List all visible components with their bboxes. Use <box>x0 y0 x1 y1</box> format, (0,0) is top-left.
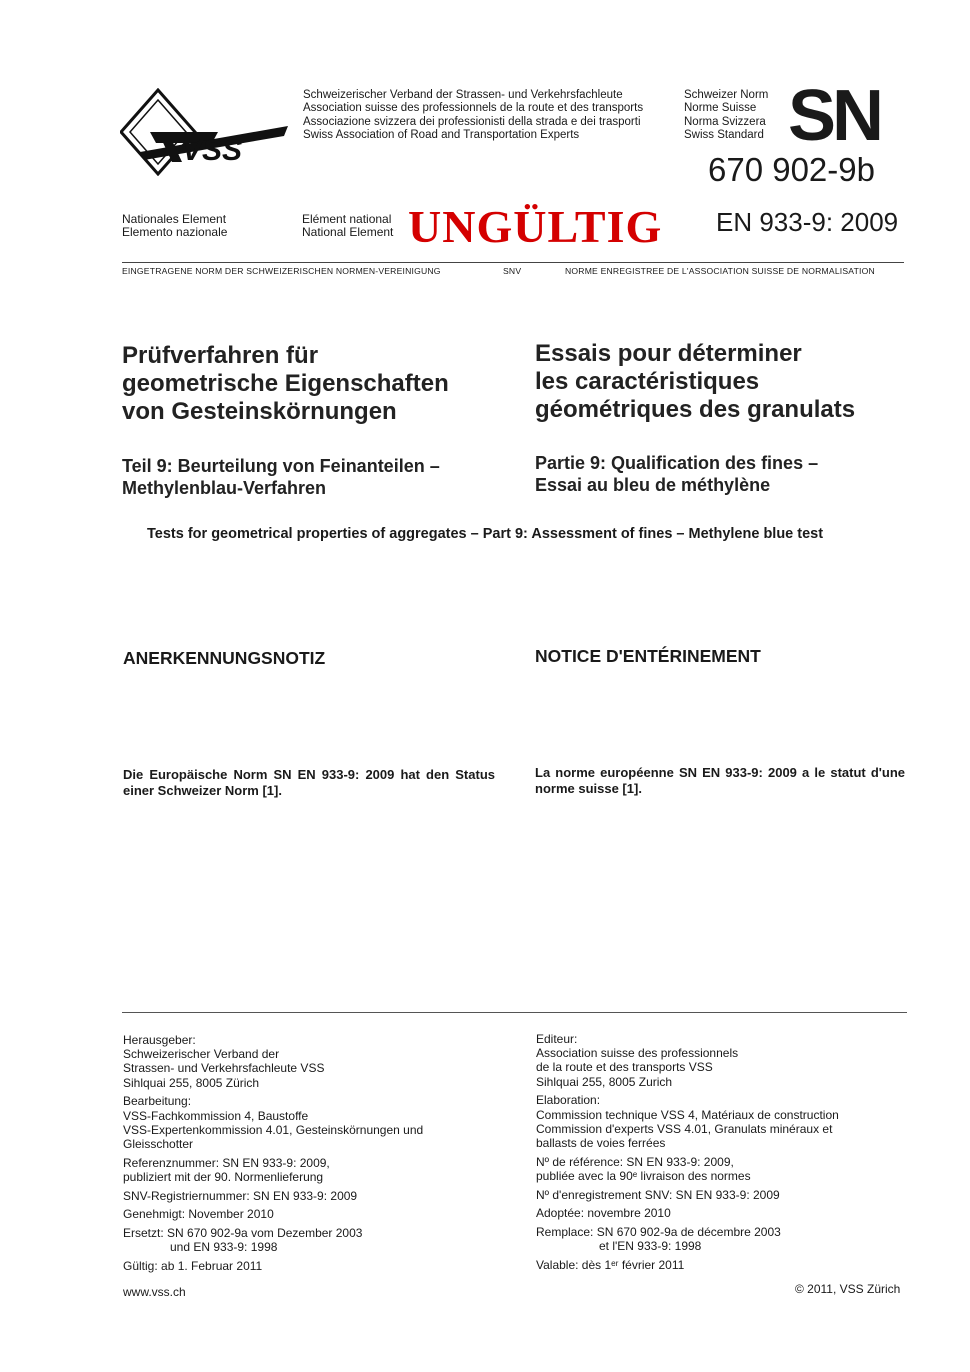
invalid-stamp: UNGÜLTIG <box>408 201 663 252</box>
imprint-reference <box>123 1156 503 1184</box>
imprint-line: ballasts de voies ferrées <box>536 1135 666 1150</box>
imprint-reference <box>536 1155 916 1183</box>
registration-left: EINGETRAGENE NORM DER SCHWEIZERISCHEN NORMEN-VEREINIGUNG <box>122 266 441 276</box>
imprint-line: publiée avec la 90ᵉ livraison des normes <box>536 1168 751 1183</box>
vss-logo <box>120 88 290 176</box>
imprint-line: Sihlquai 255, 8005 Zurich <box>536 1074 673 1089</box>
imprint-line: Ersetzt: SN 670 902-9a vom Dezember 2003 <box>123 1225 363 1240</box>
imprint-line: SNV-Registriernummer: SN EN 933-9: 2009 <box>123 1188 358 1203</box>
title-line: von Gesteinskörnungen <box>122 398 397 425</box>
imprint-valid <box>536 1258 916 1272</box>
imprint-replaces <box>123 1226 503 1254</box>
imprint-line: publiziert mit der 90. Normenlieferung <box>123 1169 324 1184</box>
imprint-line: Genehmigt: November 2010 <box>123 1207 274 1222</box>
imprint-line: Editeur: <box>536 1032 578 1046</box>
element-label: Elément national <box>302 212 392 226</box>
imprint-registration <box>123 1189 503 1203</box>
imprint-line: Referenznummer: SN EN 933-9: 2009, <box>123 1155 330 1170</box>
subtitle-line: Methylenblau-Verfahren <box>122 478 327 498</box>
footer-divider <box>122 1012 907 1013</box>
association-line-it: Associazione svizzera dei professionisti della strada e dei trasporti <box>303 115 641 128</box>
imprint-fr <box>536 1032 916 1277</box>
imprint-line: Herausgeber: <box>123 1033 196 1047</box>
imprint-line: Gleisschotter <box>123 1136 194 1151</box>
imprint-publisher <box>123 1033 503 1090</box>
element-label: National Element <box>302 225 394 240</box>
subtitle-line: Partie 9: Qualification des fines – <box>535 453 819 473</box>
national-element-de <box>122 213 227 240</box>
imprint-line: und EN 933-9: 1998 <box>170 1240 278 1255</box>
title-line: géométriques des granulats <box>535 396 856 423</box>
vss-logo-graphic <box>120 88 290 176</box>
association-line-fr: Association suisse des professionnels de la route et des transports <box>303 102 644 115</box>
imprint-line: Association suisse des professionnels <box>536 1046 739 1061</box>
imprint-line: Gültig: ab 1. Februar 2011 <box>123 1258 263 1273</box>
imprint-line: Elaboration: <box>536 1093 601 1108</box>
website-link[interactable]: www.vss.ch <box>123 1285 186 1299</box>
subtitle-line: Essai au bleu de méthylène <box>535 475 771 495</box>
imprint-line: Sihlquai 255, 8005 Zürich <box>123 1075 260 1090</box>
title-line: Prüfverfahren für <box>122 342 319 369</box>
element-label: Nationales Element <box>122 212 227 226</box>
sn-mark: SN <box>788 76 881 156</box>
imprint-line: Schweizerischer Verband der <box>123 1047 280 1062</box>
imprint-valid <box>123 1259 503 1273</box>
imprint-line: Remplace: SN 670 902-9a de décembre 2003 <box>536 1224 781 1239</box>
registration-right: NORME ENREGISTREE DE L'ASSOCIATION SUISSE DE NORMALISATION <box>565 266 875 276</box>
standard-type-fr: Norme Suisse <box>684 102 757 115</box>
national-element-fr <box>302 213 393 240</box>
imprint-line: Valable: dès 1ᵉʳ février 2011 <box>536 1257 685 1272</box>
notice-text-de: Die Europäische Norm SN EN 933-9: 2009 hat den Status einer Schweizer Norm [1]. <box>123 767 495 798</box>
imprint-editing <box>123 1094 503 1151</box>
association-names <box>303 89 643 143</box>
registration-mid: SNV <box>503 266 522 276</box>
title-en: Tests for geometrical properties of aggregates – Part 9: Assessment of fines – Methylene blue test <box>147 526 824 542</box>
imprint-de <box>123 1033 503 1278</box>
imprint-line: de la route et des transports VSS <box>536 1060 713 1075</box>
imprint-publisher <box>536 1032 916 1089</box>
imprint-approved <box>123 1207 503 1221</box>
imprint-registration <box>536 1188 916 1202</box>
imprint-line: Commission technique VSS 4, Matériaux de construction <box>536 1107 839 1122</box>
title-line: les caractéristiques <box>535 368 760 395</box>
association-line-en: Swiss Association of Road and Transportation Experts <box>303 129 580 142</box>
title-fr <box>535 340 855 424</box>
imprint-line: Bearbeitung: <box>123 1094 192 1109</box>
imprint-editing <box>536 1093 916 1150</box>
standard-type-en: Swiss Standard <box>684 129 764 142</box>
standard-type <box>684 89 768 143</box>
imprint-line: VSS-Expertenkommission 4.01, Gesteinskörnungen und <box>123 1122 424 1137</box>
title-de <box>122 342 449 426</box>
imprint-line: Strassen- und Verkehrsfachleute VSS <box>123 1061 325 1076</box>
imprint-line: et l'EN 933-9: 1998 <box>599 1239 702 1254</box>
registration-divider <box>122 262 904 263</box>
notice-heading-fr: NOTICE D'ENTÉRINEMENT <box>535 646 761 666</box>
norm-number: 670 902-9b <box>708 151 875 188</box>
imprint-line: Adoptée: novembre 2010 <box>536 1206 671 1221</box>
imprint-replaces <box>536 1225 916 1253</box>
element-label: Elemento nazionale <box>122 225 228 240</box>
imprint-line: VSS-Fachkommission 4, Baustoffe <box>123 1108 309 1123</box>
notice-text-fr: La norme européenne SN EN 933-9: 2009 a le statut d'une norme suisse [1]. <box>535 765 905 796</box>
notice-heading-de: ANERKENNUNGSNOTIZ <box>123 648 326 668</box>
subtitle-fr <box>535 452 818 496</box>
imprint-line: Commission d'experts VSS 4.01, Granulats minéraux et <box>536 1121 833 1136</box>
imprint-approved <box>536 1206 916 1220</box>
title-line: geometrische Eigenschaften <box>122 370 449 397</box>
copyright: © 2011, VSS Zürich <box>795 1282 901 1296</box>
subtitle-line: Teil 9: Beurteilung von Feinanteilen – <box>122 456 440 476</box>
association-line-de: Schweizerischer Verband der Strassen- und Verkehrsfachleute <box>303 89 623 101</box>
imprint-line: Nº de référence: SN EN 933-9: 2009, <box>536 1154 734 1169</box>
standard-type-de: Schweizer Norm <box>684 89 769 101</box>
title-line: Essais pour déterminer <box>535 340 802 367</box>
logo-text: VSS <box>182 134 243 167</box>
en-reference: EN 933-9: 2009 <box>716 207 899 237</box>
standard-type-it: Norma Svizzera <box>684 115 766 128</box>
subtitle-de <box>122 455 440 499</box>
imprint-line: Nº d'enregistrement SNV: SN EN 933-9: 2009 <box>536 1187 780 1202</box>
